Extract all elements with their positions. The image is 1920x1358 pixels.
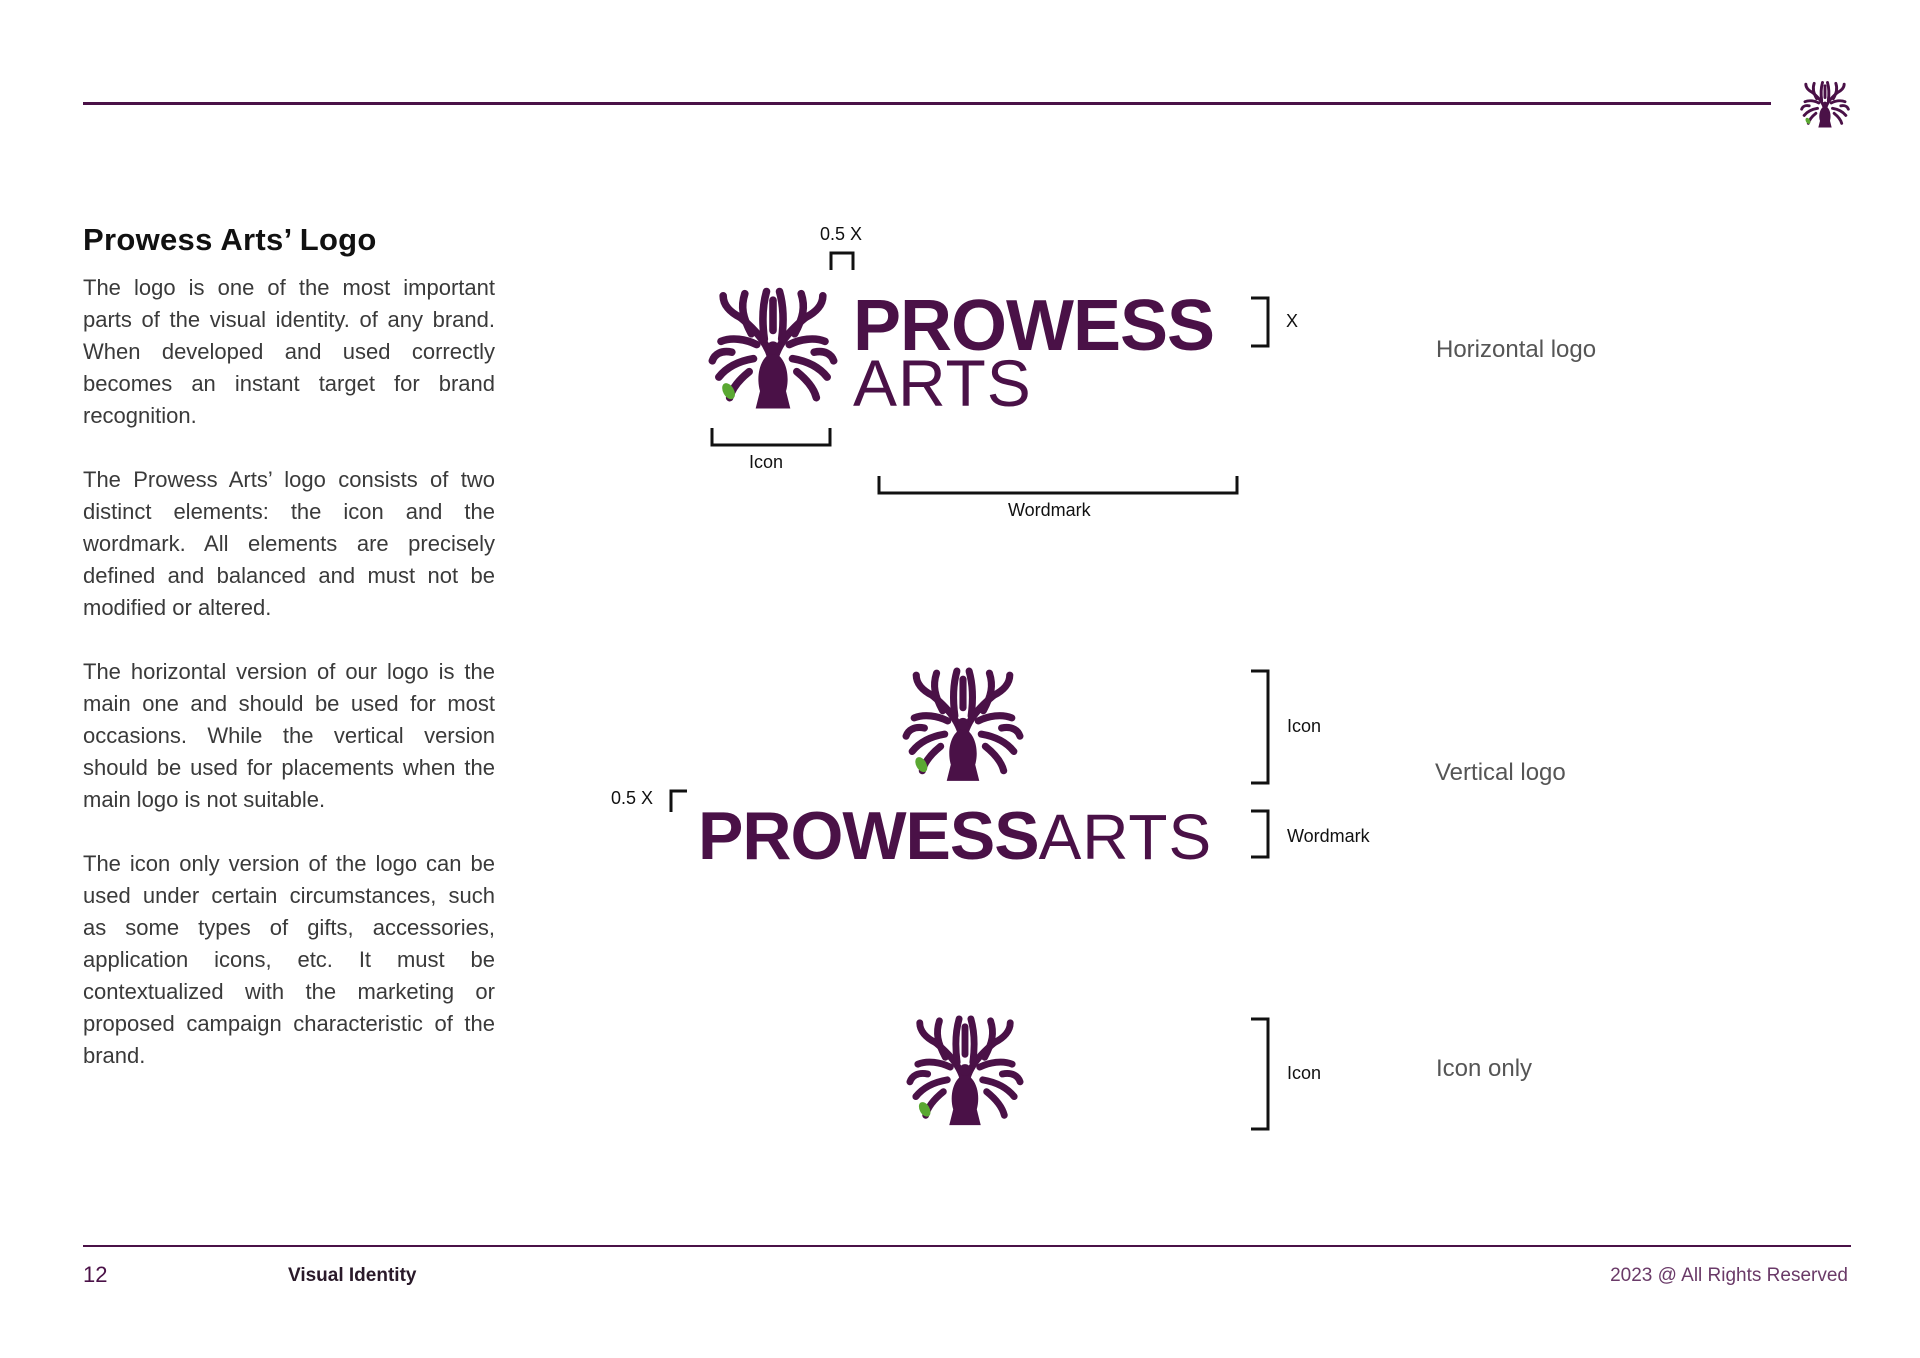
wordmark-vertical <box>698 798 1213 874</box>
spacing-label-half-x: 0.5 X <box>820 224 863 244</box>
page-number: 12 <box>83 1262 108 1287</box>
wordmark-height-bracket <box>1249 808 1271 860</box>
page-title: Prowess Arts’ Logo <box>83 222 377 257</box>
wordmark-bracket <box>876 474 1240 496</box>
icon-height-bracket <box>1249 1016 1271 1132</box>
wordmark-prowess: PROWESS <box>698 798 1039 874</box>
icon-label: Icon <box>1287 1063 1322 1083</box>
header-rule <box>83 102 1771 105</box>
tree-icon <box>902 665 1024 787</box>
wordmark-label: Wordmark <box>1008 500 1091 520</box>
wordmark-arts: ARTS <box>1038 801 1213 873</box>
wordmark-arts: ARTS <box>853 346 1032 420</box>
section-name: Visual Identity <box>288 1265 417 1286</box>
tree-icon <box>1800 80 1850 130</box>
caption-horizontal-logo: Horizontal logo <box>1436 336 1597 363</box>
icon-height-bracket <box>1249 668 1271 786</box>
wordmark-label: Wordmark <box>1287 826 1370 846</box>
spacing-label-half-x: 0.5 X <box>611 788 654 808</box>
tree-icon <box>708 285 838 415</box>
paragraph-horizontal: The horizontal version of our logo is the main one and should be used for most occasions. While the vertical version should be used for placements when the main logo is not suitable. <box>83 659 495 812</box>
wordmark-prowess: PROWESS <box>853 286 1215 366</box>
body-text <box>83 272 495 1104</box>
caption-vertical-logo: Vertical logo <box>1435 759 1566 786</box>
height-bracket <box>1249 295 1271 349</box>
tree-icon <box>906 1013 1024 1131</box>
spacing-bracket <box>668 788 690 814</box>
paragraph-icon-only: The icon only version of the logo can be used under certain circumstances, such as some types of gifts, accessories, application icons, etc. It must be contextualized with the marketing or proposed campaign characteristic of the brand. <box>83 851 495 1068</box>
icon-bracket <box>709 426 833 448</box>
paragraph-intro: The logo is one of the most important parts of the visual identity. of any brand. When developed and used correctly becomes an instant target for brand recognition. <box>83 275 495 428</box>
caption-icon-only: Icon only <box>1436 1055 1533 1082</box>
height-label-x: X <box>1286 311 1299 331</box>
spacing-bracket <box>828 250 856 270</box>
icon-label: Icon <box>749 452 784 472</box>
footer-rule <box>83 1245 1851 1247</box>
copyright: 2023 @ All Rights Reserved <box>1610 1265 1848 1286</box>
icon-label: Icon <box>1287 716 1322 736</box>
paragraph-elements: The Prowess Arts’ logo consists of two distinct elements: the icon and the wordmark. All elements are precisely defined and balanced and must not be modified or altered. <box>83 467 495 620</box>
